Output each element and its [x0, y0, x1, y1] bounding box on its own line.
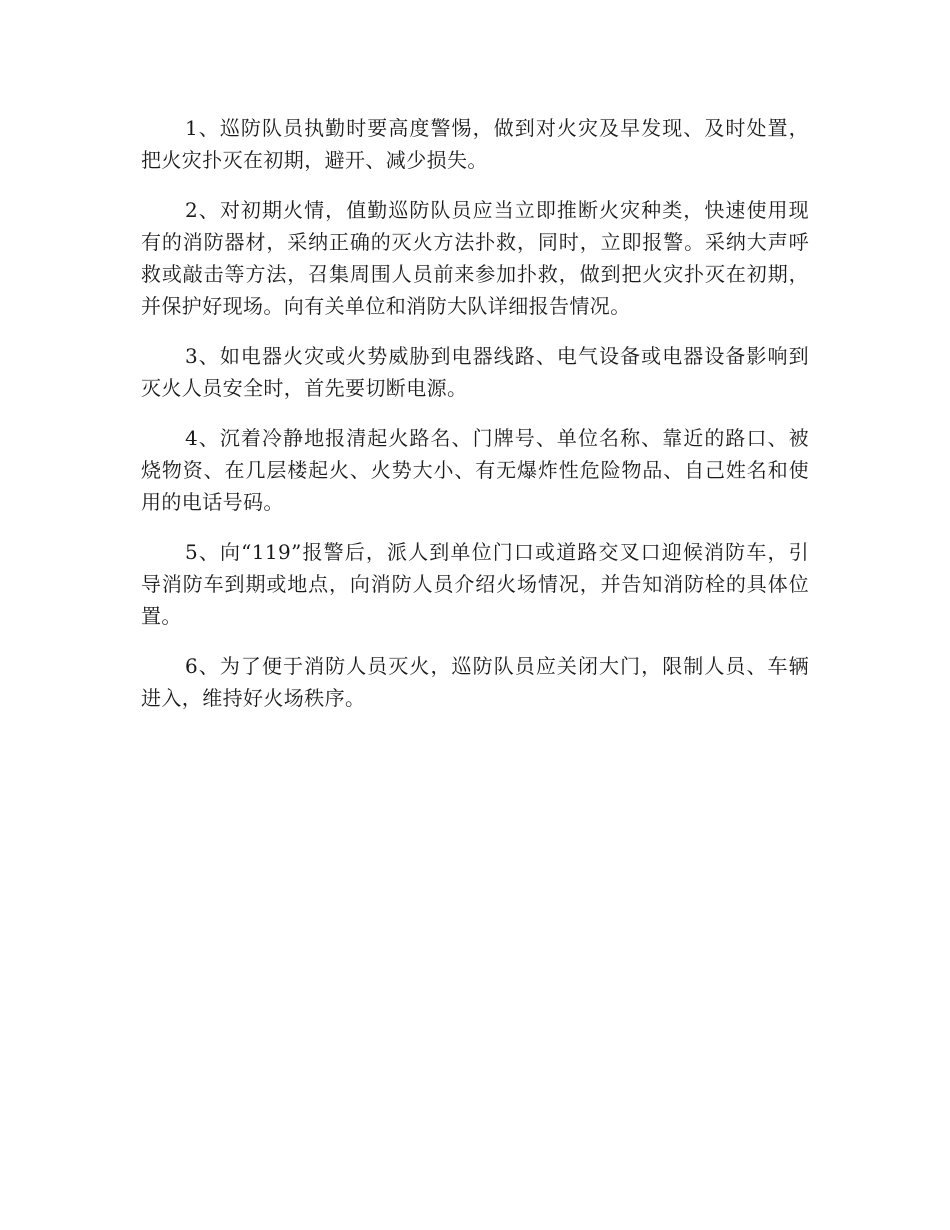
- paragraph-6: 6、为了便于消防人员灭火，巡防队员应关闭大门，限制人员、车辆进入，维持好火场秩序。: [141, 654, 809, 710]
- paragraph-1: 1、巡防队员执勤时要高度警惕，做到对火灾及早发现、及时处置，把火灾扑灭在初期，避开、减少损失。: [141, 116, 809, 172]
- paragraph-4: 4、沉着冷静地报清起火路名、门牌号、单位名称、靠近的路口、被烧物资、在几层楼起火、火势大小、有无爆炸性危险物品、自己姓名和使用的电话号码。: [141, 426, 809, 514]
- paragraph-5: 5、向“119”报警后，派人到单位门口或道路交叉口迎候消防车，引导消防车到期或地点，向消防人员介绍火场情况，并告知消防栓的具体位置。: [141, 540, 809, 628]
- paragraph-3: 3、如电器火灾或火势威胁到电器线路、电气设备或电器设备影响到灭火人员安全时，首先要切断电源。: [141, 344, 809, 400]
- paragraph-2: 2、对初期火情，值勤巡防队员应当立即推断火灾种类，快速使用现有的消防器材，采纳正确的灭火方法扑救，同时，立即报警。采纳大声呼救或敲击等方法，召集周围人员前来参加扑救，做到把火灾扑灭在初期，并保护好现场。向有关单位和消防大队详细报告情况。: [141, 198, 809, 318]
- document-body: [141, 112, 809, 732]
